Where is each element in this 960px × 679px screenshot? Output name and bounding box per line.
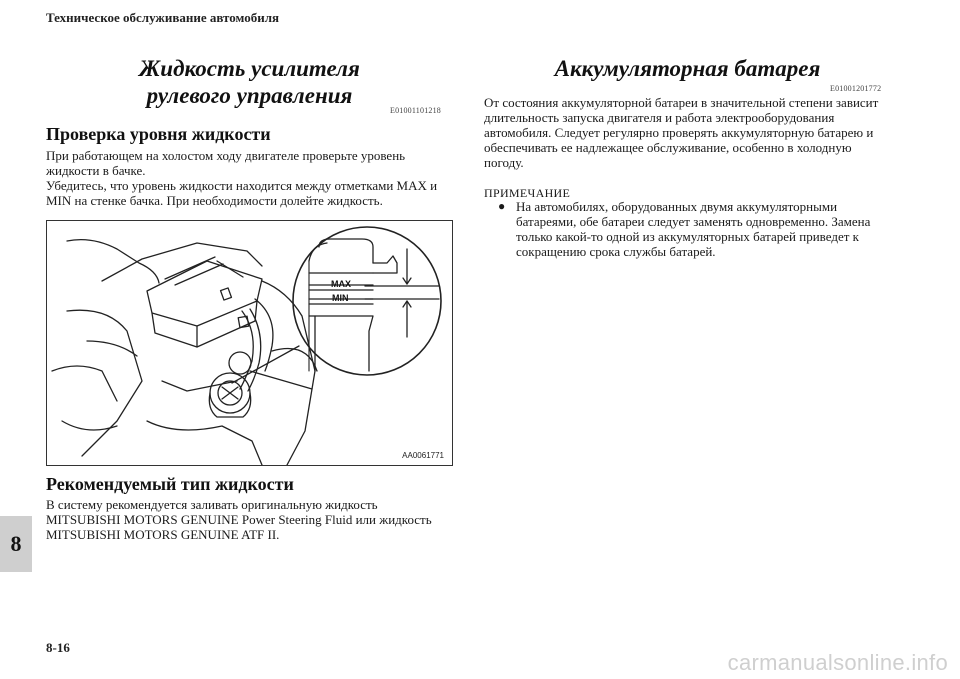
battery-paragraph: От состояния аккумуляторной батареи в значительной степени зависит длительность запуска двигателя и работа электрооборудования автомобиля. Следует регулярно проверять аккумуляторную батарею и обеспечивать ее надлежащее обслуживание, особенно в холодную погоду. [484, 95, 879, 170]
battery-text [484, 95, 884, 170]
engine-bay-illustration [47, 221, 452, 465]
page-number: 8-16 [46, 640, 70, 655]
section-title-battery: Аккумуляторная батарея [554, 56, 821, 81]
section-title-line1: Жидкость усилителя [139, 56, 360, 81]
battery-section-code: E01001201772 [830, 84, 882, 93]
level-check-paragraph-1: При работающем на холостом ходу двигателе проверьте уровень жидкости в бачке. [46, 148, 406, 178]
level-check-text [46, 148, 453, 208]
note-label: ПРИМЕЧАНИЕ [484, 186, 571, 200]
chapter-tab: 8 [0, 516, 32, 572]
heading-level-check: Проверка уровня жидкости [46, 124, 271, 144]
section-title-power-steering [46, 55, 453, 109]
watermark: carmanualsonline.info [727, 650, 948, 675]
bullet-icon: ● [498, 199, 506, 213]
min-mark-label: MIN [332, 293, 349, 303]
section-code: E01001101218 [390, 106, 441, 115]
figure-id: AA0061771 [402, 451, 444, 460]
max-mark-label: MAX [331, 279, 351, 289]
note-item [498, 199, 876, 259]
section-title-line2: рулевого управления [146, 83, 353, 108]
running-header: Техническое обслуживание автомобиля [46, 10, 280, 25]
recommended-fluid-paragraph: В систему рекомендуется заливать оригинальную жидкость MITSUBISHI MOTORS GENUINE Power Steering Fluid или жидкость MITSUBISHI MOTORS GENUINE ATF II. [46, 497, 432, 542]
heading-recommended-fluid: Рекомендуемый тип жидкости [46, 474, 294, 494]
reservoir-figure [46, 220, 453, 466]
note-text: На автомобилях, оборудованных двумя аккумуляторными батареями, обе батареи следует заменять одновременно. Замена только какой-то одной из аккумуляторных батарей приведет к сокращению срока службы батарей. [516, 199, 871, 259]
level-check-paragraph-2: Убедитесь, что уровень жидкости находится между отметками MAX и MIN на стенке бачка. При необходимости долейте жидкость. [46, 178, 438, 208]
recommended-fluid-text [46, 497, 453, 542]
